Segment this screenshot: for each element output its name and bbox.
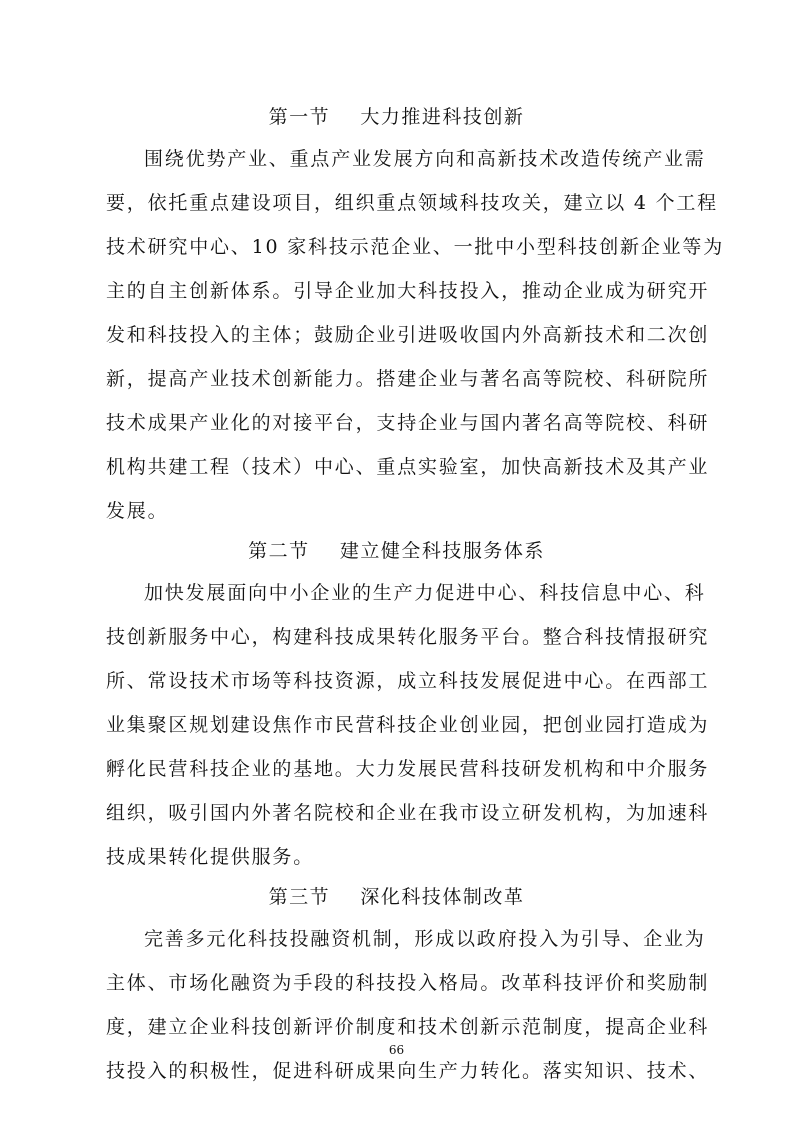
section-3-line-2: 主体、市场化融资为手段的科技投入格局。改革科技评价和奖励制 [106,972,710,994]
section-2-line-7: 技成果转化提供服务。 [106,846,315,868]
section-3-line-3: 度，建立企业科技创新评价制度和技术创新示范制度，提高企业科 [106,1016,710,1038]
section-1-line-1: 围绕优势产业、重点产业发展方向和高新技术改造传统产业需 [144,148,706,170]
section-1-line-8: 机构共建工程（技术）中心、重点实验室，加快高新技术及其产业 [106,456,710,478]
section-1-heading: 第一节 大力推进科技创新 [268,106,525,128]
section-1-line-2: 要，依托重点建设项目，组织重点领域科技攻关，建立以 4 个工程 [106,192,718,214]
section-1-line-6: 新，提高产业技术创新能力。搭建企业与著名高等院校、科研院所 [106,368,710,390]
section-2-line-4: 业集聚区规划建设焦作市民营科技企业创业园，把创业园打造成为 [106,714,710,736]
section-1-line-4: 主的自主创新体系。引导企业加大科技投入，推动企业成为研究开 [106,280,710,302]
section-1-line-7: 技术成果产业化的对接平台，支持企业与国内著名高等院校、科研 [106,412,710,434]
section-2-line-5: 孵化民营科技企业的基地。大力发展民营科技研发机构和中介服务 [106,758,710,780]
section-1-line-5: 发和科技投入的主体；鼓励企业引进吸收国内外高新技术和二次创 [106,324,710,346]
section-2-line-3: 所、常设技术市场等科技资源，成立科技发展促进中心。在西部工 [106,670,710,692]
page-number: 66 [388,1043,405,1057]
section-3-line-4: 技投入的积极性，促进科研成果向生产力转化。落实知识、技术、 [106,1060,710,1082]
section-1-line-9: 发展。 [106,500,169,522]
section-2-line-6: 组织，吸引国内外著名院校和企业在我市设立研发机构，为加速科 [106,802,710,824]
section-2-line-2: 技创新服务中心，构建科技成果转化服务平台。整合科技情报研究 [106,626,710,648]
section-3-line-1: 完善多元化科技投融资机制，形成以政府投入为引导、企业为 [144,928,706,950]
section-3-heading: 第三节 深化科技体制改革 [268,886,525,908]
section-2-heading: 第二节 建立健全科技服务体系 [248,540,545,562]
section-2-line-1: 加快发展面向中小企业的生产力促进中心、科技信息中心、科 [144,582,706,604]
section-1-line-3: 技术研究中心、10 家科技示范企业、一批中小型科技创新企业等为 [106,236,725,258]
